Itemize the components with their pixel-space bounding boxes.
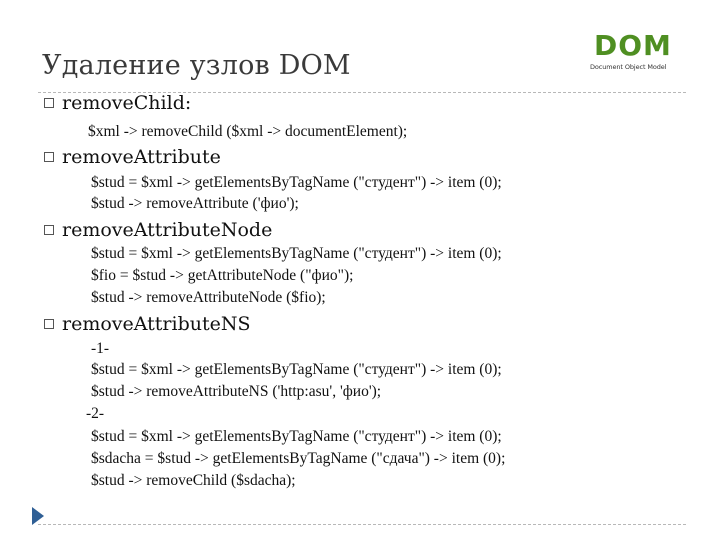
square-bullet-icon — [44, 98, 54, 108]
code-line: $xml -> removeChild ($xml -> documentElement); — [88, 123, 408, 140]
square-bullet-icon — [44, 152, 54, 162]
section-heading: removeAttributeNS — [62, 313, 251, 335]
slide-title: Удаление узлов DOM — [42, 50, 351, 81]
code-line: $stud = $xml -> getElementsByTagName ("студент") -> item (0); — [91, 245, 502, 262]
logo-word: DOM — [594, 29, 672, 62]
square-bullet-icon — [44, 319, 54, 329]
code-line: -1- — [91, 340, 110, 357]
code-line: -2- — [86, 405, 105, 422]
logo-subtitle: Document Object Model — [590, 63, 667, 71]
code-line: $stud -> removeAttributeNS ('http:asu', 'фио'); — [91, 383, 382, 400]
code-line: $stud -> removeAttributeNode ($fio); — [91, 289, 326, 306]
bottom-divider — [38, 524, 686, 525]
code-line: $stud = $xml -> getElementsByTagName ("студент") -> item (0); — [91, 174, 502, 191]
square-bullet-icon — [44, 225, 54, 235]
dom-logo — [590, 30, 682, 74]
code-line: $stud = $xml -> getElementsByTagName ("студент") -> item (0); — [91, 428, 502, 445]
code-line: $stud -> removeChild ($sdacha); — [91, 472, 296, 489]
code-line: $sdacha = $stud -> getElementsByTagName ("сдача") -> item (0); — [91, 450, 506, 467]
code-line: $stud = $xml -> getElementsByTagName ("студент") -> item (0); — [91, 361, 502, 378]
section-heading: removeChild: — [62, 92, 192, 114]
triangle-mark-icon — [28, 505, 48, 527]
code-line: $stud -> removeAttribute ('фио'); — [91, 195, 299, 212]
section-heading: removeAttribute — [62, 146, 221, 168]
code-line: $fio = $stud -> getAttributeNode ("фио"); — [91, 267, 354, 284]
section-heading: removeAttributeNode — [62, 219, 273, 241]
